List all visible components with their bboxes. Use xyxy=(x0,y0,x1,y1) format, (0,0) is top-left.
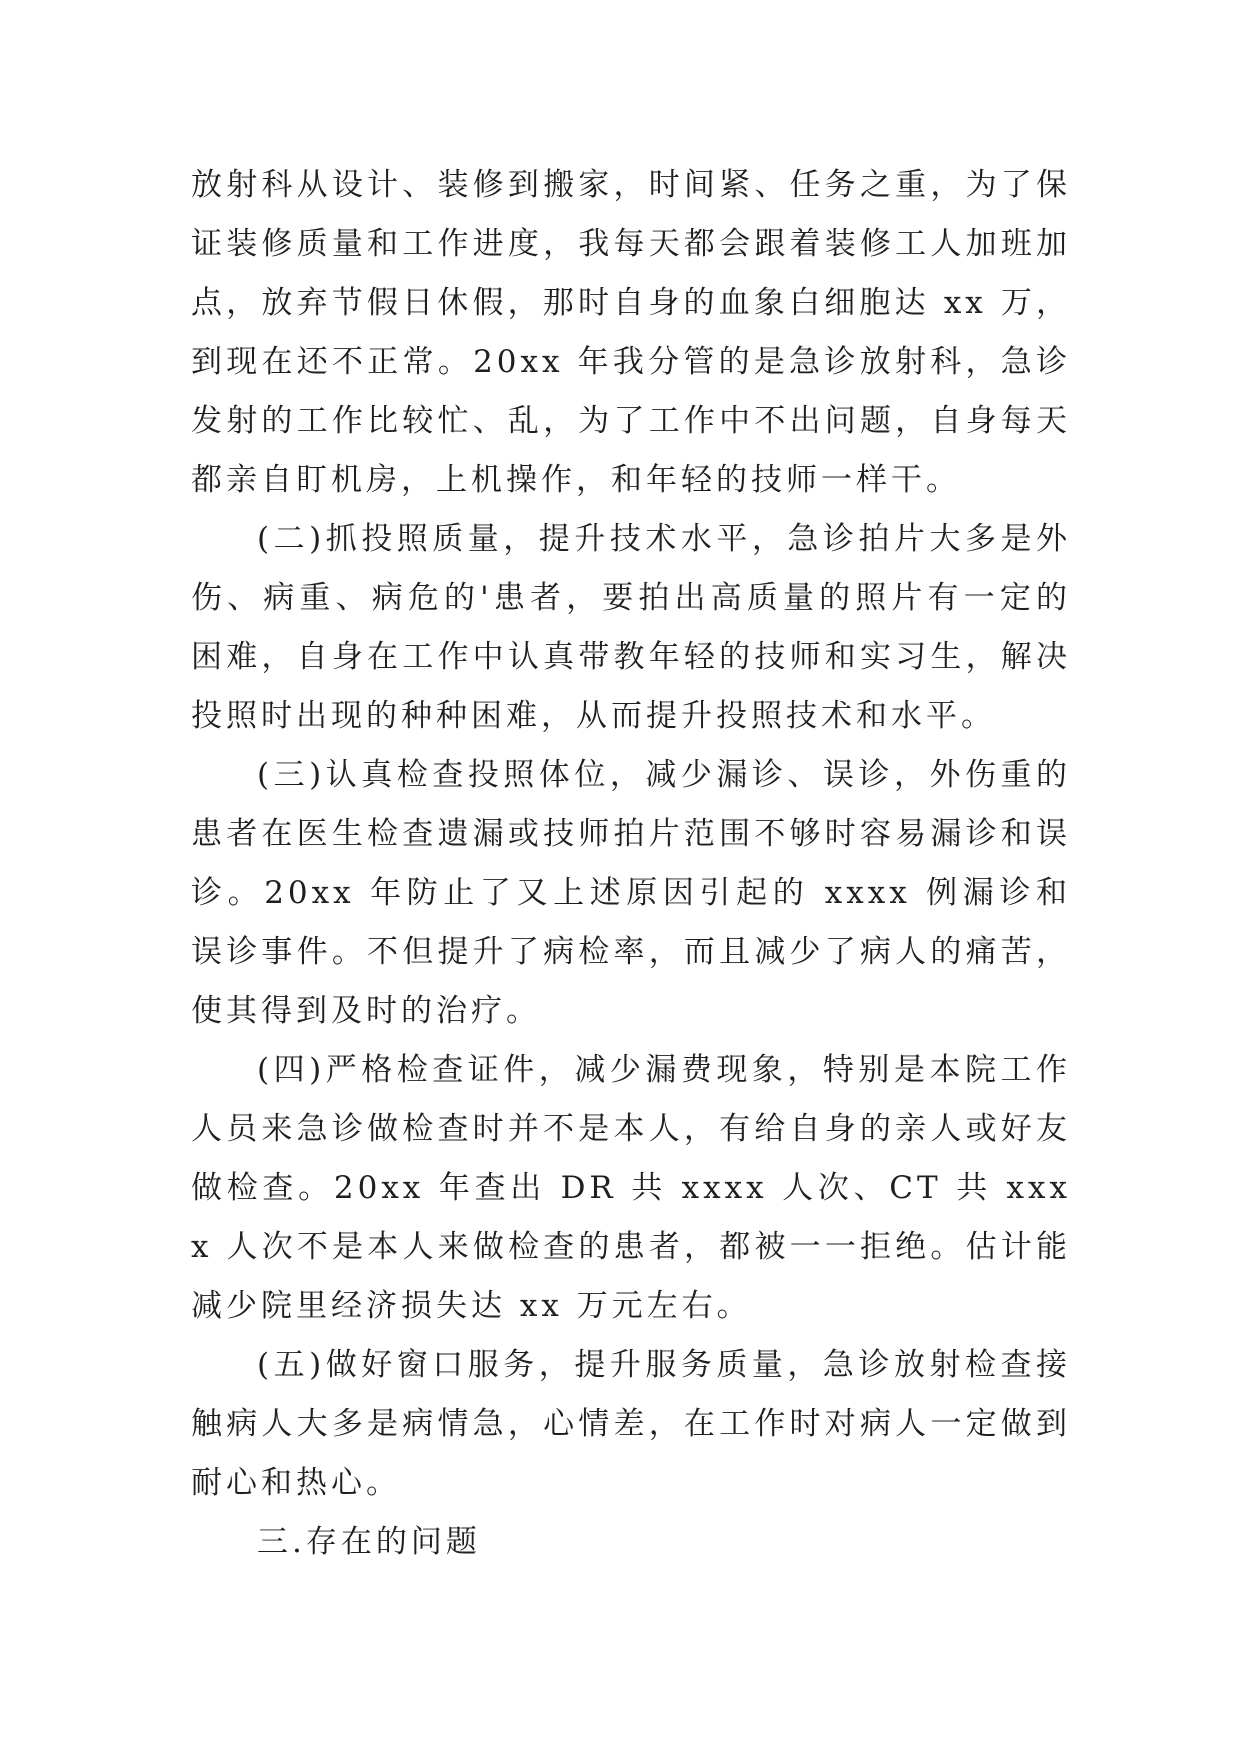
paragraph-certificate-check: (四)严格检查证件，减少漏费现象，特别是本院工作人员来急诊做检查时并不是本人，有给自身的亲人或好友做检查。20xx 年查出 DR 共 xxxx 人次、CT 共 xxxx 人次不是本人来做检查的患者，都被一一拒绝。估计能减少院里经济损失达 xx 万元左右。 xyxy=(191,1052,1071,1324)
paragraph-window-service: (五)做好窗口服务，提升服务质量，急诊放射检查接触病人大多是病情急，心情差，在工作时对病人一定做到耐心和热心。 xyxy=(191,1347,1071,1501)
paragraph-renovation: 放射科从设计、装修到搬家，时间紧、任务之重，为了保证装修质量和工作进度，我每天都会跟着装修工人加班加点，放弃节假日休假，那时自身的血象白细胞达 xx 万，到现在还不正常。20xx 年我分管的是急诊放射科，急诊发射的工作比较忙、乱，为了工作中不出问题，自身每天都亲自盯机房，上机操作，和年轻的技师一样干。 xyxy=(191,167,1071,498)
document-body xyxy=(191,156,1071,1572)
section-heading: 三.存在的问题 xyxy=(257,1524,481,1560)
paragraph-positioning-check: (三)认真检查投照体位，减少漏诊、误诊，外伤重的患者在医生检查遗漏或技师拍片范围不够时容易漏诊和误诊。20xx 年防止了又上述原因引起的 xxxx 例漏诊和误诊事件。不但提升了病检率，而且减少了病人的痛苦，使其得到及时的治疗。 xyxy=(191,757,1071,1029)
paragraph-imaging-quality: (二)抓投照质量，提升技术水平，急诊拍片大多是外伤、病重、病危的'患者，要拍出高质量的照片有一定的困难，自身在工作中认真带教年轻的技师和实习生，解决投照时出现的种种困难，从而提升投照技术和水平。 xyxy=(191,521,1071,734)
